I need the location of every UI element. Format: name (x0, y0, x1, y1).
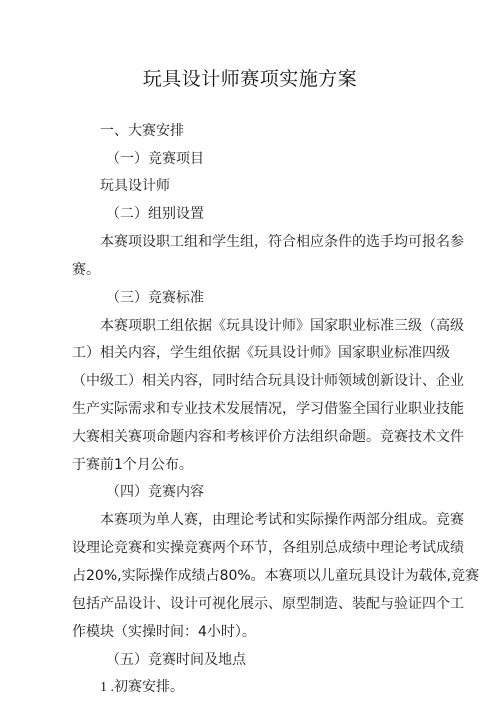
subsection-heading: （一）竞赛项目 (106, 151, 204, 167)
paragraph-line: 本赛项为单人赛，由理论考试和实际操作两部分组成。竞赛 (100, 512, 464, 528)
paragraph-line: 大赛相关赛项命题内容和考核评价方法组织命题。竞赛技术文件 (72, 429, 464, 445)
page-title: 玩具设计师赛项实施方案 (142, 68, 358, 90)
paragraph-line: 设理论竞赛和实操竞赛两个环节，各组别总成绩中理论考试成绩 (72, 540, 464, 556)
section-heading: 一、大赛安排 (100, 123, 184, 139)
paragraph-line: 占20%,实际操作成绩占80%。本赛项以儿童玩具设计为载体,竞赛 (72, 568, 480, 584)
paragraph-line: （中级工）相关内容，同时结合玩具设计师领域创新设计、企业 (72, 373, 464, 389)
subsection-heading: （五）竞赛时间及地点 (106, 652, 246, 668)
paragraph-line: 本赛项设职工组和学生组，符合相应条件的选手均可报名参 (100, 234, 464, 250)
subsection-heading: （二）组别设置 (106, 206, 204, 222)
paragraph-line: 本赛项职工组依据《玩具设计师》国家职业标准三级（高级 (100, 318, 464, 334)
paragraph-line: 包括产品设计、设计可视化展示、原型制造、装配与验证四个工 (72, 596, 464, 612)
paragraph-line: 赛。 (72, 262, 100, 278)
subsection-heading: （三）竞赛标准 (106, 290, 204, 306)
subsection-heading: （四）竞赛内容 (106, 484, 204, 500)
paragraph-line: 生产实际需求和专业技术发展情况，学习借鉴全国行业职业技能 (72, 401, 464, 417)
paragraph-line: 玩具设计师 (100, 178, 170, 194)
paragraph-line: 作模块（实操时间：4小时）。 (72, 624, 256, 640)
list-item: 1 .初赛安排。 (100, 680, 184, 695)
paragraph-line: 工）相关内容，学生组依据《玩具设计师》国家职业标准四级 (72, 345, 450, 361)
paragraph-line: 于赛前1个月公布。 (72, 457, 193, 473)
